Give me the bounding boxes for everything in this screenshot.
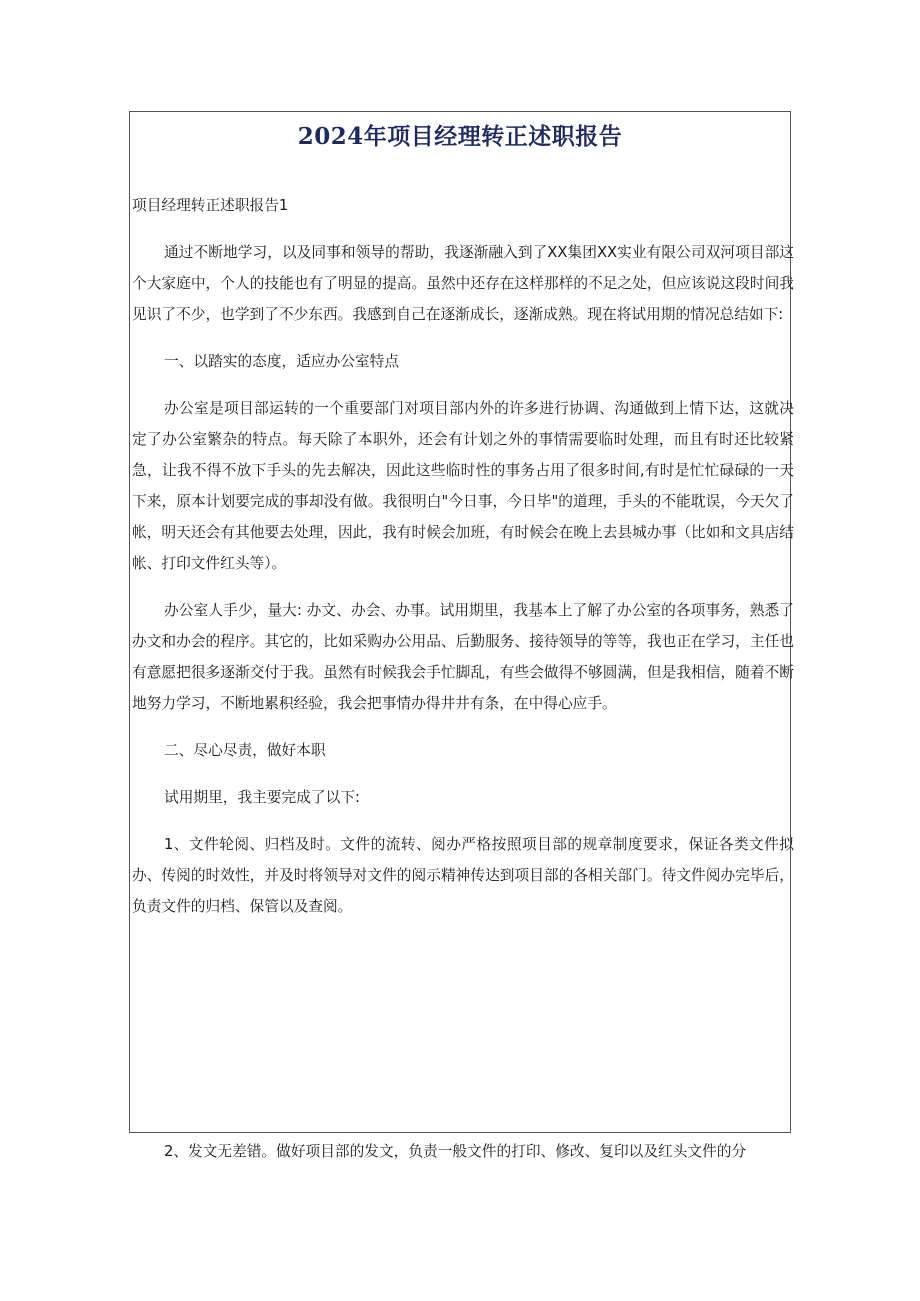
section-heading-2: 二、尽心尽责，做好本职 [164,742,326,759]
paragraph-probation-tasks: 试用期里，我主要完成了以下: [164,789,360,806]
paragraph-office-features: 办公室是项目部运转的一个重要部门对项目部内外的许多进行协调、沟通做到上情下达，这就决定了办公室繁杂的特点。每天除了本职外，还会有计划之外的事情需要临时处理，而且有时还比较紧急，让我不得不放下手头的先去解决，因此这些临时性的事务占用了很多时间,有时是忙忙碌碌的一天下来，原本计划要完成的事却没有做。我很明白"今日事，今日毕"的道理，手头的不能耽误，今天欠了帐，明天还会有其他要去处理，因此，我有时候会加班，有时候会在晚上去县城办事（比如和文具店结帐、打印文件红头等）。 [132,400,794,572]
document-body [132,190,794,938]
report-subtitle: 项目经理转正述职报告1 [132,197,289,214]
paragraph-task-1: 1、文件轮阅、归档及时。文件的流转、阅办严格按照项目部的规章制度要求，保证各类文件拟办、传阅的时效性，并及时将领导对文件的阅示精神传达到项目部的各相关部门。待文件阅办完毕后，负责文件的归档、保管以及查阅。 [132,836,794,915]
paragraph-office-workload: 办公室人手少，量大: 办文、办会、办事。试用期里，我基本上了解了办公室的各项事务，熟悉了办文和办会的程序。其它的，比如采购办公用品、后勤服务、接待领导的等等，我也正在学习，主任也有意愿把很多逐渐交付于我。虽然有时候我会手忙脚乱，有些会做得不够圆满，但是我相信，随着不断地努力学习，不断地累积经验，我会把事情办得井井有条，在中得心应手。 [132,602,794,712]
section-heading-1: 一、以踏实的态度，适应办公室特点 [164,353,400,370]
paragraph-intro: 通过不断地学习，以及同事和领导的帮助，我逐渐融入到了XX集团XX实业有限公司双河项目部这个大家庭中，个人的技能也有了明显的提高。虽然中还存在这样那样的不足之处，但应该说这段时间我见识了不少，也学到了不少东西。我感到自己在逐渐成长，逐渐成熟。现在将试用期的情况总结如下: [132,244,794,323]
document-title: 2024年项目经理转正述职报告 [297,123,623,150]
paragraph-task-2: 2、发文无差错。做好项目部的发文，负责一般文件的打印、修改、复印以及红头文件的分 [164,1143,747,1160]
